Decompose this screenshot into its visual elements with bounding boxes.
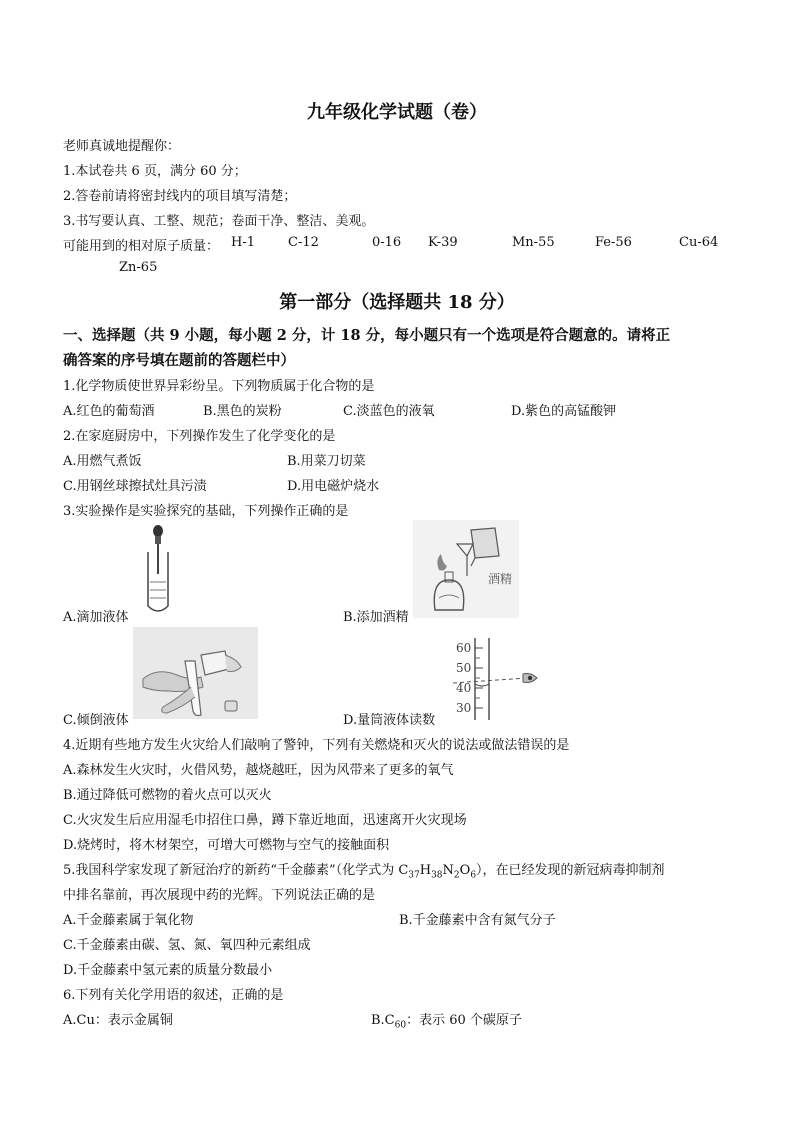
q5-sub-h: 38 bbox=[431, 870, 443, 881]
q5-sub-c: 37 bbox=[408, 870, 420, 881]
atomic-mass-h: H-1 bbox=[231, 235, 256, 250]
cylinder-tick-40: 40 bbox=[456, 681, 472, 695]
q5-option-a: A.千金藤素属于氧化物 bbox=[63, 913, 194, 928]
q5-option-b: B.千金藤素中含有氮气分子 bbox=[399, 913, 556, 928]
q2-option-c: C.用钢丝球擦拭灶具污渍 bbox=[63, 479, 207, 494]
q4-stem: 4.近期有些地方发生火灾给人们敲响了警钟，下列有关燃烧和灭火的说法或做法错误的是 bbox=[63, 738, 570, 753]
note-1: 1.本试卷共 6 页，满分 60 分； bbox=[63, 164, 247, 179]
atomic-mass-o: 0-16 bbox=[372, 235, 402, 250]
atomic-mass-cu: Cu-64 bbox=[679, 235, 719, 250]
q3-figure-d-cylinder bbox=[453, 638, 543, 720]
q1-option-b: B.黑色的炭粉 bbox=[203, 404, 282, 419]
q3-figure-c-pouring bbox=[133, 627, 258, 719]
q1-stem: 1.化学物质使世界异彩纷呈。下列物质属于化合物的是 bbox=[63, 379, 375, 394]
q6-option-b-sub: 60 bbox=[394, 1020, 407, 1031]
q3-option-a: A.滴加液体 bbox=[63, 610, 129, 625]
q4-option-c: C.火灾发生后应用湿毛巾招住口鼻，蹲下靠近地面，迅速离开火灾现场 bbox=[63, 813, 467, 828]
q3-stem: 3.实验操作是实验探究的基础，下列操作正确的是 bbox=[63, 504, 349, 519]
q2-option-b: B.用菜刀切菜 bbox=[287, 454, 366, 469]
q5-stem-line2: 中排名靠前，再次展现中药的光辉。下列说法正确的是 bbox=[63, 888, 376, 903]
q5-stem-line1 bbox=[63, 859, 665, 881]
q3-option-c: C.倾倒液体 bbox=[63, 713, 129, 728]
q4-option-b: B.通过降低可燃物的着火点可以灭火 bbox=[63, 788, 272, 803]
note-2: 2.答卷前请将密封线内的项目填写清楚； bbox=[63, 189, 297, 204]
q6-stem: 6.下列有关化学用语的叙述，正确的是 bbox=[63, 988, 284, 1003]
atomic-mass-label: 可能用到的相对原子质量： bbox=[63, 239, 220, 254]
cylinder-tick-50: 50 bbox=[456, 661, 472, 675]
q6-option-a: A.Cu：表示金属铜 bbox=[63, 1013, 173, 1028]
q3-figure-a-dropper bbox=[136, 522, 180, 616]
atomic-mass-c: C-12 bbox=[288, 235, 319, 250]
q6-option-b-post: ：表示 60 个碳原子 bbox=[406, 1013, 522, 1028]
q1-option-d: D.紫色的高锰酸钾 bbox=[511, 404, 617, 419]
section-instruction-line1: 一、选择题（共 9 小题，每小题 2 分，计 18 分，每小题只有一个选项是符合题意的。请将正 bbox=[63, 327, 671, 344]
q6-option-b-pre: B.C bbox=[371, 1013, 395, 1028]
q3-figure-b-alcohol-lamp bbox=[413, 520, 519, 618]
q4-option-a: A.森林发生火灾时，火借风势，越烧越旺，因为风带来了更多的氧气 bbox=[63, 763, 454, 778]
q6-option-b bbox=[371, 1009, 522, 1031]
q5-option-d: D.千金藤素中氢元素的质量分数最小 bbox=[63, 963, 273, 978]
q4-option-d: D.烧烤时，将木材架空，可增大可燃物与空气的接触面积 bbox=[63, 838, 390, 853]
q5-stem-pre: 5.我国科学家发现了新冠治疗的新药“千金藤素”（化学式为 C bbox=[63, 863, 409, 878]
atomic-mass-mn: Mn-55 bbox=[512, 235, 555, 250]
atomic-mass-fe: Fe-56 bbox=[595, 235, 632, 250]
part1-title: 第一部分（选择题共 18 分） bbox=[279, 292, 515, 313]
q1-option-a: A.红色的葡萄酒 bbox=[63, 404, 155, 419]
q5-elem-o: O bbox=[459, 863, 471, 878]
q1-option-c: C.淡蓝色的液氧 bbox=[343, 404, 435, 419]
atomic-mass-zn: Zn-65 bbox=[119, 260, 158, 275]
reminder-text: 老师真诚地提醒你： bbox=[63, 139, 181, 154]
atomic-mass-k: K-39 bbox=[428, 235, 458, 250]
q3-option-b: B.添加酒精 bbox=[343, 610, 409, 625]
cylinder-tick-60: 60 bbox=[456, 641, 472, 655]
q5-elem-n: N bbox=[442, 863, 454, 878]
q2-option-d: D.用电磁炉烧水 bbox=[287, 479, 380, 494]
exam-title: 九年级化学试题（卷） bbox=[307, 102, 487, 123]
section-instruction-line2: 确答案的序号填在题前的答题栏中） bbox=[63, 352, 295, 369]
q2-option-a: A.用燃气煮饭 bbox=[63, 454, 142, 469]
q2-stem: 2.在家庭厨房中，下列操作发生了化学变化的是 bbox=[63, 429, 336, 444]
q5-elem-h: H bbox=[419, 863, 432, 878]
note-3: 3.书写要认真、工整、规范；卷面干净、整洁、美观。 bbox=[63, 214, 375, 229]
q5-sub-n: 2 bbox=[453, 870, 460, 881]
q5-sub-o: 6 bbox=[470, 870, 477, 881]
q3-figure-b-label: 酒精 bbox=[488, 572, 513, 586]
cylinder-tick-30: 30 bbox=[456, 701, 472, 715]
q3-option-d: D.量筒液体读数 bbox=[343, 713, 436, 728]
q5-option-c: C.千金藤素由碳、氢、氮、氧四种元素组成 bbox=[63, 938, 311, 953]
q5-stem-post: ），在已经发现的新冠病毒抑制剂 bbox=[476, 863, 665, 878]
